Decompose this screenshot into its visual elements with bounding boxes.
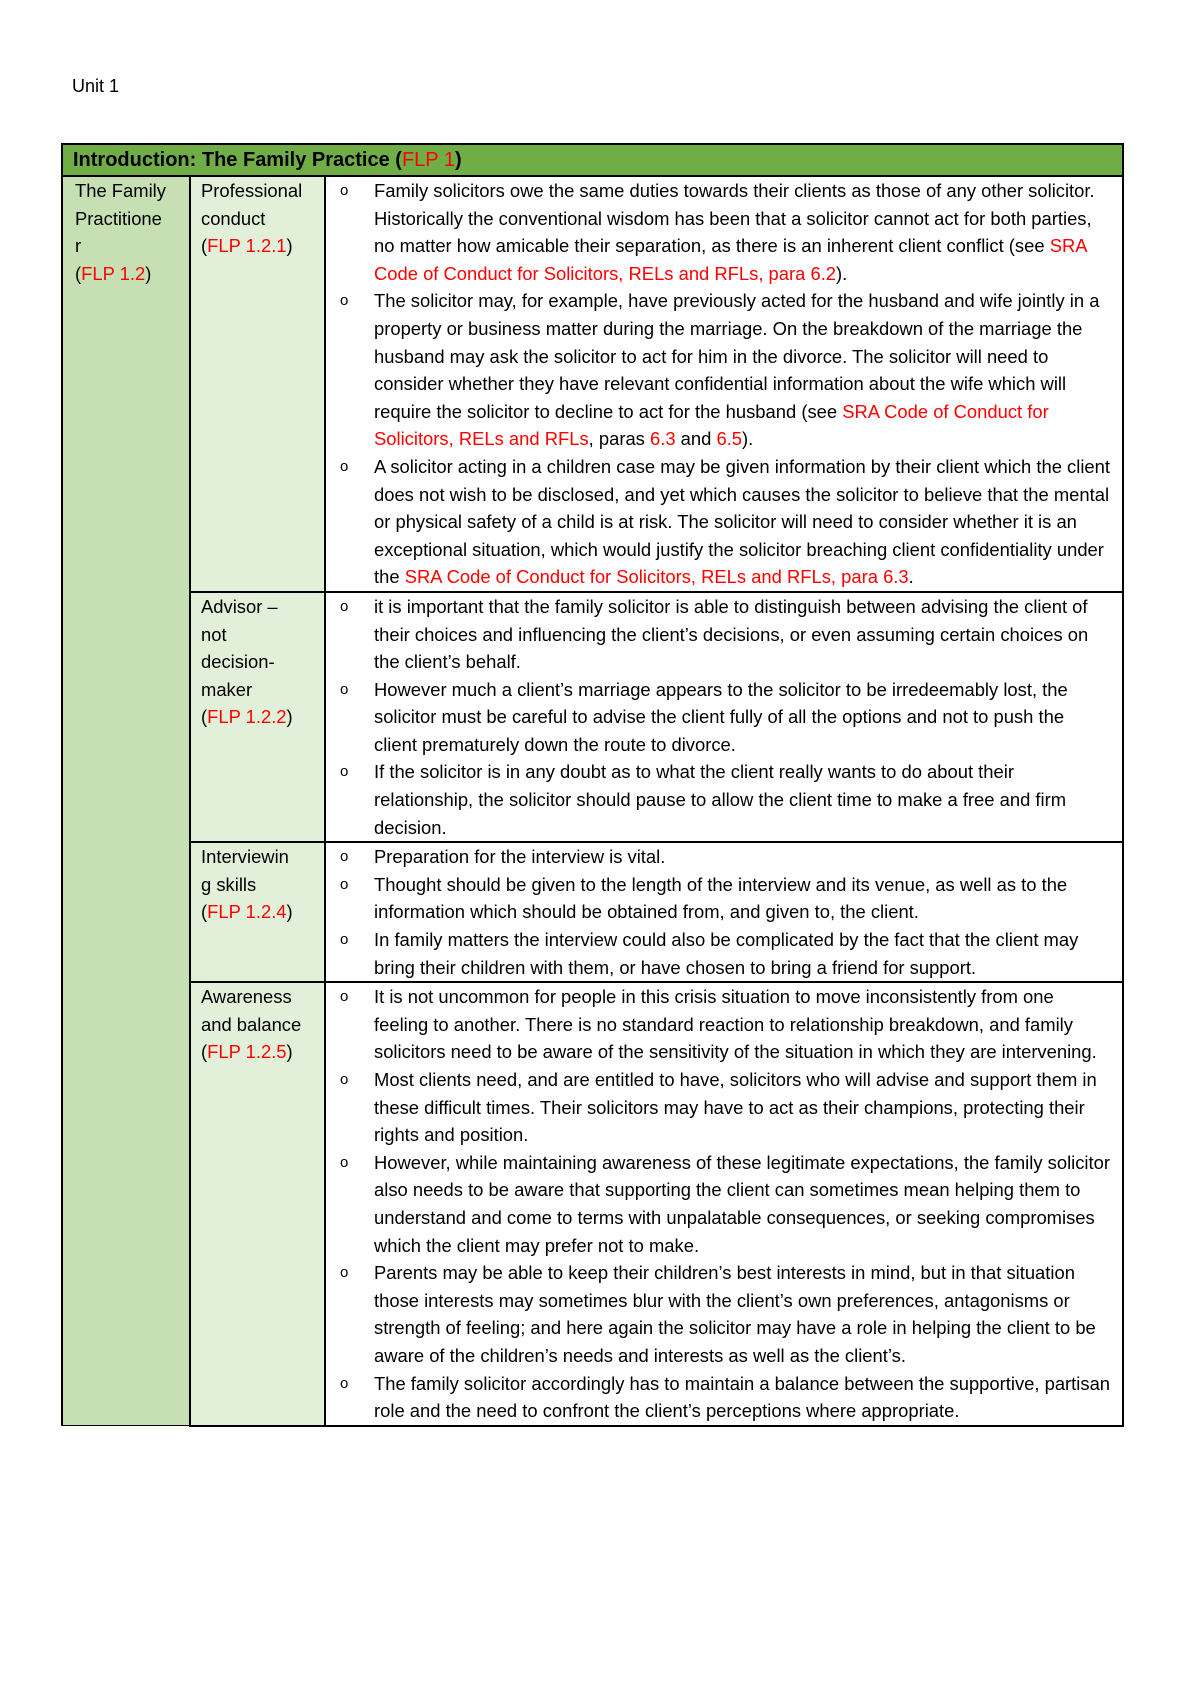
- body-text: A solicitor acting in a children case may be given information by their client which the client does not wish to be disclosed, and yet which causes the solicitor to believe that the mental or physical safety of a child is at risk. The solicitor will need to consider whether it is an exceptional situation, which would justify the solicitor breaching client confidentiality under the: [374, 455, 1110, 588]
- content-cell: [325, 592, 1123, 842]
- reference-text: 6.5: [716, 428, 743, 450]
- subtopic-label-line: maker: [201, 678, 253, 700]
- subtopic-cell: [190, 842, 325, 982]
- body-text: and: [675, 428, 717, 450]
- topic-label-line: r: [75, 235, 82, 257]
- title-ref-link: FLP 1: [401, 149, 455, 171]
- bullet-list: [336, 983, 1112, 1425]
- subtopic-label-line: decision-: [201, 651, 275, 673]
- body-text: The family solicitor accordingly has to maintain a balance between the supportive, partisan role and the need to confront the client’s perceptions where appropriate.: [374, 1372, 1111, 1422]
- topic-ref-code: FLP 1.2: [81, 262, 146, 284]
- subtopic-ref: (FLP 1.2.2): [201, 706, 293, 728]
- body-text: However much a client’s marriage appears to the solicitor to be irredeemably lost, the solicitor must be careful to advise the client fully of all the options and not to push the client prematurely down the route to divorce.: [374, 678, 1068, 755]
- table-title: Introduction: The Family Practice: [73, 149, 390, 171]
- content-cell: [325, 982, 1123, 1426]
- subtopic-ref-code: FLP 1.2.2: [207, 706, 287, 728]
- body-text: , paras: [588, 428, 650, 450]
- bullet-marker-icon: o: [340, 292, 349, 310]
- bullet-marker-icon: o: [340, 1153, 349, 1171]
- subtopic-ref: (FLP 1.2.4): [201, 901, 293, 923]
- bullet-marker-icon: o: [340, 875, 349, 893]
- body-text: it is important that the family solicitor is able to distinguish between advising the client of their choices and influencing the client’s decisions, or even assuming certain choices on the client’s behalf.: [374, 595, 1089, 673]
- bullet-item: [336, 676, 1112, 759]
- bullet-marker-icon: o: [340, 1264, 349, 1282]
- bullet-item: [336, 177, 1112, 287]
- subtopic-ref: (FLP 1.2.1): [201, 235, 293, 257]
- content-cell: [325, 176, 1123, 592]
- subtopic-ref-code: FLP 1.2.4: [207, 901, 287, 923]
- subtopic-label-line: Advisor –: [201, 595, 278, 617]
- subtopic-cell: [190, 592, 325, 842]
- bullet-item: [336, 453, 1112, 591]
- notes-table: [61, 143, 1124, 1427]
- bullet-list: [336, 843, 1112, 981]
- reference-text: SRA Code of Conduct for Solicitors, RELs and RFLs, para 6.3: [404, 566, 909, 588]
- subtopic-ref: (FLP 1.2.5): [201, 1041, 293, 1063]
- bullet-marker-icon: o: [340, 1374, 349, 1392]
- body-text: Thought should be given to the length of the interview and its venue, as well as to the information which should be obtained from, and given to, the client.: [374, 873, 1068, 923]
- table-title-ref: (FLP 1): [395, 149, 462, 171]
- subtopic-cell: [190, 176, 325, 592]
- subtopic-cell: [190, 982, 325, 1426]
- table-title-cell: [62, 144, 1123, 176]
- bullet-marker-icon: o: [340, 931, 349, 949]
- bullet-item: [336, 1370, 1112, 1425]
- bullet-marker-icon: o: [340, 763, 349, 781]
- body-text: It is not uncommon for people in this crisis situation to move inconsistently from one feeling to another. There is no standard reaction to relationship breakdown, and family solicitors need to be aware of the sensitivity of the situation in which they are intervening.: [374, 986, 1097, 1063]
- reference-text: 6.3: [649, 428, 676, 450]
- bullet-item: [336, 871, 1112, 926]
- body-text: Most clients need, and are entitled to have, solicitors who will advise and support them in these difficult times. Their solicitors may have to act as their champions, protecting their rights and position.: [374, 1069, 1097, 1146]
- subtopic-label-line: Interviewin: [201, 846, 289, 868]
- body-text: .: [908, 566, 914, 588]
- bullet-item: [336, 983, 1112, 1066]
- bullet-marker-icon: o: [340, 1071, 349, 1088]
- reference-text: SRA Code of Conduct for Solicitors, RELs and RFLs: [374, 400, 1049, 450]
- bullet-item: [336, 1149, 1112, 1259]
- body-text: However, while maintaining awareness of these legitimate expectations, the family solicitor also needs to be aware that supporting the client can sometimes mean helping them to understand and come to terms with unpalatable consequences, or seeking compromises which the client may prefer not to make.: [374, 1151, 1110, 1256]
- subtopic-label-line: not: [201, 623, 227, 645]
- bullet-marker-icon: o: [340, 680, 349, 698]
- subtopic-label-line: g skills: [201, 873, 257, 895]
- subtopic-label-line: and balance: [201, 1013, 302, 1035]
- topic-cell: [62, 176, 190, 1426]
- subtopic-ref-code: FLP 1.2.1: [207, 235, 287, 257]
- section-row: [62, 176, 1123, 592]
- topic-ref: (FLP 1.2): [75, 262, 152, 284]
- bullet-list: [336, 593, 1112, 841]
- bullet-item: [336, 926, 1112, 981]
- body-text: ).: [742, 428, 754, 450]
- content-cell: [325, 842, 1123, 982]
- body-text: Preparation for the interview is vital.: [374, 846, 666, 868]
- reference-text: SRA Code of Conduct for Solicitors, RELs and RFLs, para 6.2: [374, 235, 1087, 284]
- body-text: Family solicitors owe the same duties towards their clients as those of any other solicitor. Historically the conventional wisdom has been that a solicitor cannot act for both parties, no matter how amicable their separation, as there is an inherent client conflict (see: [374, 180, 1095, 257]
- topic-label-line: Practitione: [75, 207, 162, 229]
- bullet-marker-icon: o: [340, 848, 349, 866]
- bullet-item: [336, 287, 1112, 453]
- bullet-marker-icon: o: [340, 182, 349, 199]
- bullet-item: [336, 1259, 1112, 1369]
- subtopic-label-line: conduct: [201, 207, 266, 229]
- section-row: [62, 842, 1123, 982]
- bullet-list: [336, 177, 1112, 591]
- body-text: Parents may be able to keep their children’s best interests in mind, but in that situation those interests may sometimes blur with the client’s own preferences, antagonisms or strength of feeling; and here again the solicitor may have a role in helping the client to be aware of the children’s needs and interests as well as the client’s.: [374, 1262, 1096, 1366]
- subtopic-ref-code: FLP 1.2.5: [207, 1041, 287, 1063]
- bullet-item: [336, 593, 1112, 676]
- subtopic-label-line: Awareness: [201, 986, 292, 1008]
- bullet-item: [336, 758, 1112, 841]
- bullet-item: [336, 843, 1112, 871]
- bullet-item: [336, 1066, 1112, 1149]
- body-text: In family matters the interview could also be complicated by the fact that the client may bring their children with them, or have chosen to bring a friend for support.: [374, 929, 1079, 978]
- section-row: [62, 592, 1123, 842]
- subtopic-label-line: Professional: [201, 180, 303, 201]
- body-text: The solicitor may, for example, have previously acted for the husband and wife jointly in a property or business matter during the marriage. On the breakdown of the marriage the husband may ask the solicitor to act for him in the divorce. The solicitor will need to consider whether they have relevant confidential information about the wife which will require the solicitor to decline to act for the husband (see: [374, 290, 1100, 422]
- page-header-unit: Unit 1: [72, 76, 120, 96]
- body-text: ).: [836, 262, 848, 284]
- body-text: If the solicitor is in any doubt as to what the client really wants to do about their relationship, the solicitor should pause to allow the client time to make a free and firm decision.: [374, 761, 1067, 838]
- table-title-row: [62, 144, 1123, 176]
- bullet-marker-icon: o: [340, 988, 349, 1006]
- bullet-marker-icon: o: [340, 457, 349, 475]
- bullet-marker-icon: o: [340, 597, 349, 615]
- section-row: [62, 982, 1123, 1426]
- topic-label-line: The Family: [75, 180, 166, 201]
